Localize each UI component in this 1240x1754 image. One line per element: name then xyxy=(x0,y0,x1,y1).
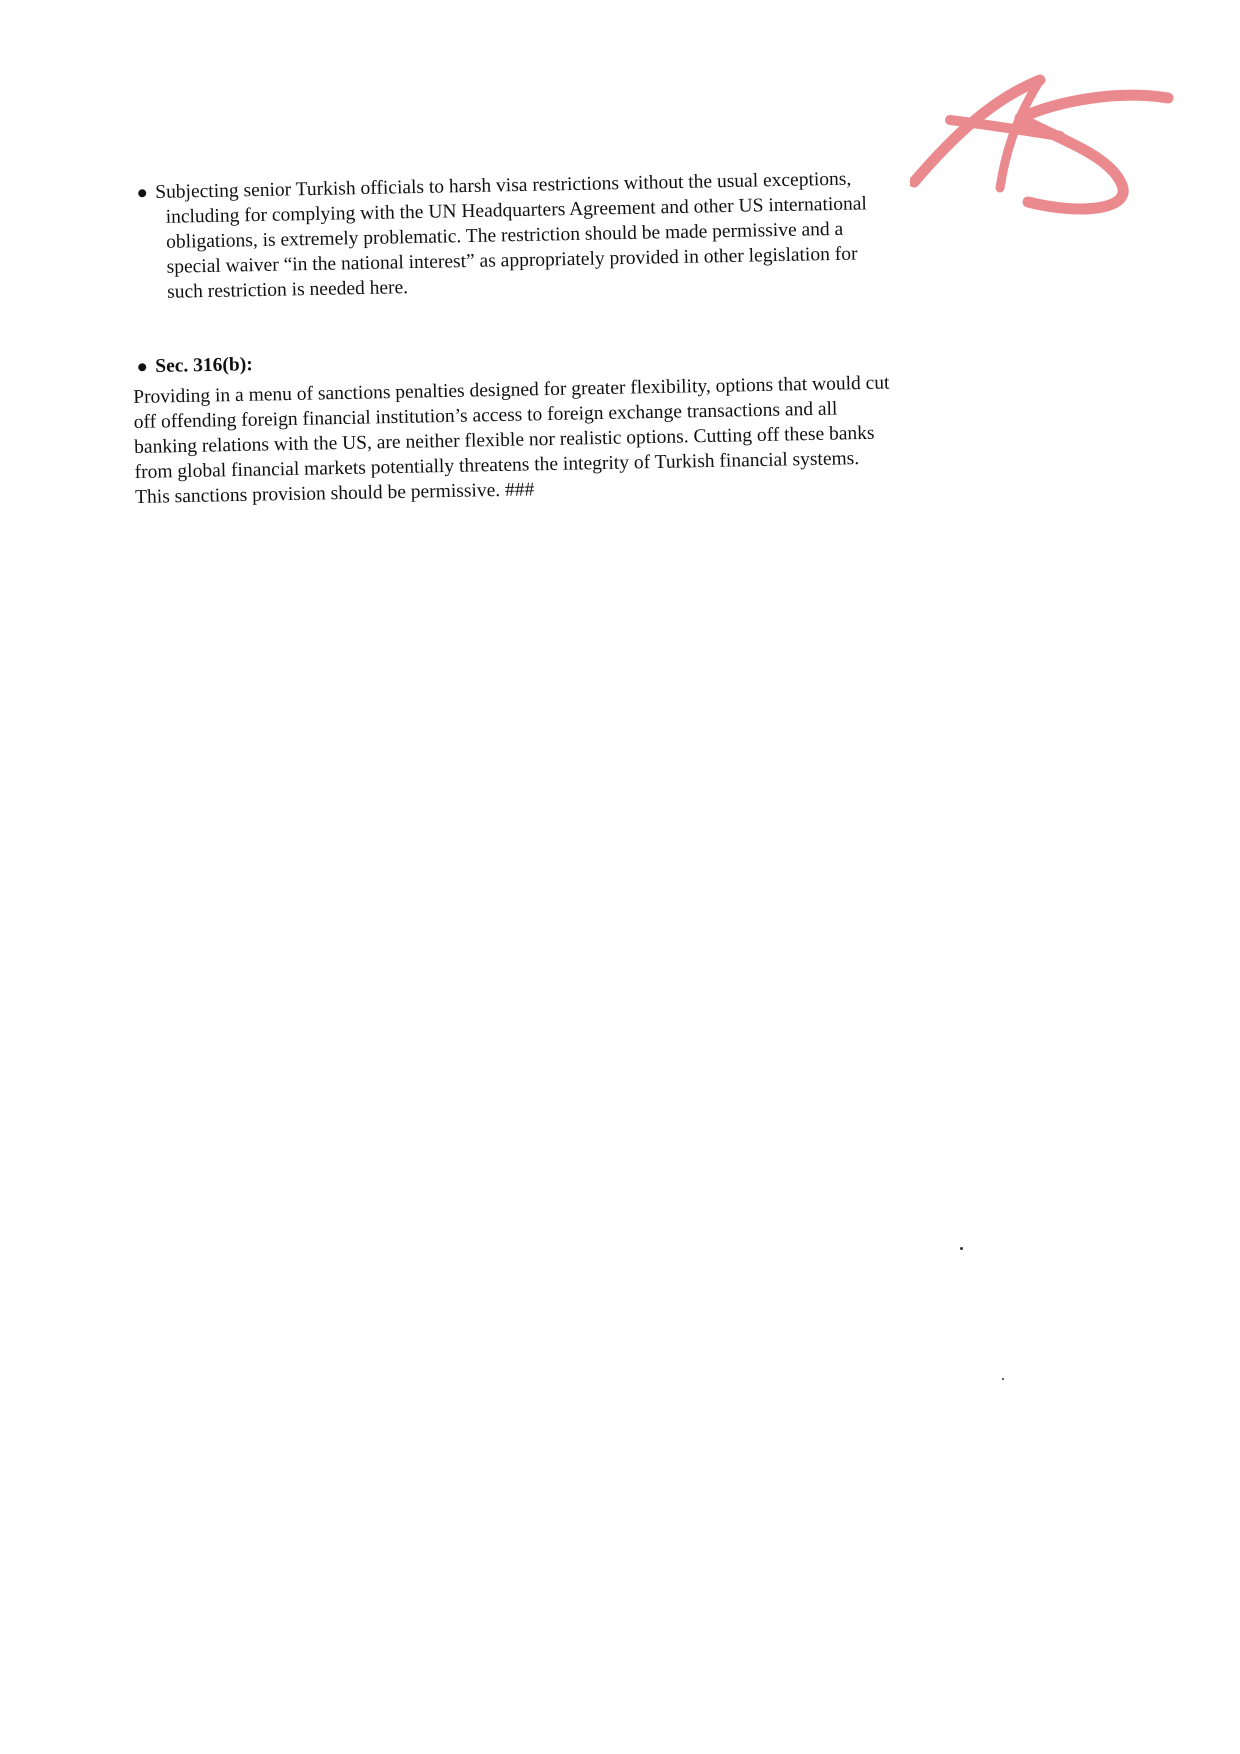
bullet-paragraph-visa-restrictions xyxy=(155,165,917,305)
bullet-icon xyxy=(138,363,146,371)
paragraph-text xyxy=(133,369,945,510)
text-line: Providing in a menu of sanctions penalties designed for greater flexibility, options that would cut xyxy=(133,372,890,408)
paragraph-sanctions-provision xyxy=(133,369,945,510)
text-line: from global financial markets potentially threatens the integrity of Turkish financial systems. xyxy=(134,448,860,483)
handwritten-initials xyxy=(910,70,1190,250)
section-heading-text: Sec. 316(b): xyxy=(155,354,253,377)
text-line: such restriction is needed here. xyxy=(166,277,409,303)
text-line: special waiver “in the national interest” as appropriately provided in other legislation for xyxy=(166,243,858,278)
bullet-icon xyxy=(138,189,146,197)
text-line: This sanctions provision should be permissive. ### xyxy=(134,479,535,508)
speck xyxy=(960,1247,963,1250)
text-line: including for complying with the UN Headquarters Agreement and other US international xyxy=(165,193,868,228)
speck xyxy=(1002,1378,1004,1380)
text-line: Subjecting senior Turkish officials to harsh visa restrictions without the usual exceptions, xyxy=(155,168,852,203)
section-heading xyxy=(155,346,555,379)
text-line: banking relations with the US, are neither flexible nor realistic options. Cutting off these banks xyxy=(133,422,875,458)
text-line: obligations, is extremely problematic. The restriction should be made permissive and a xyxy=(165,218,844,253)
paragraph-text xyxy=(155,165,917,305)
text-line: off offending foreign financial institution’s access to foreign exchange transactions and all xyxy=(133,398,838,433)
